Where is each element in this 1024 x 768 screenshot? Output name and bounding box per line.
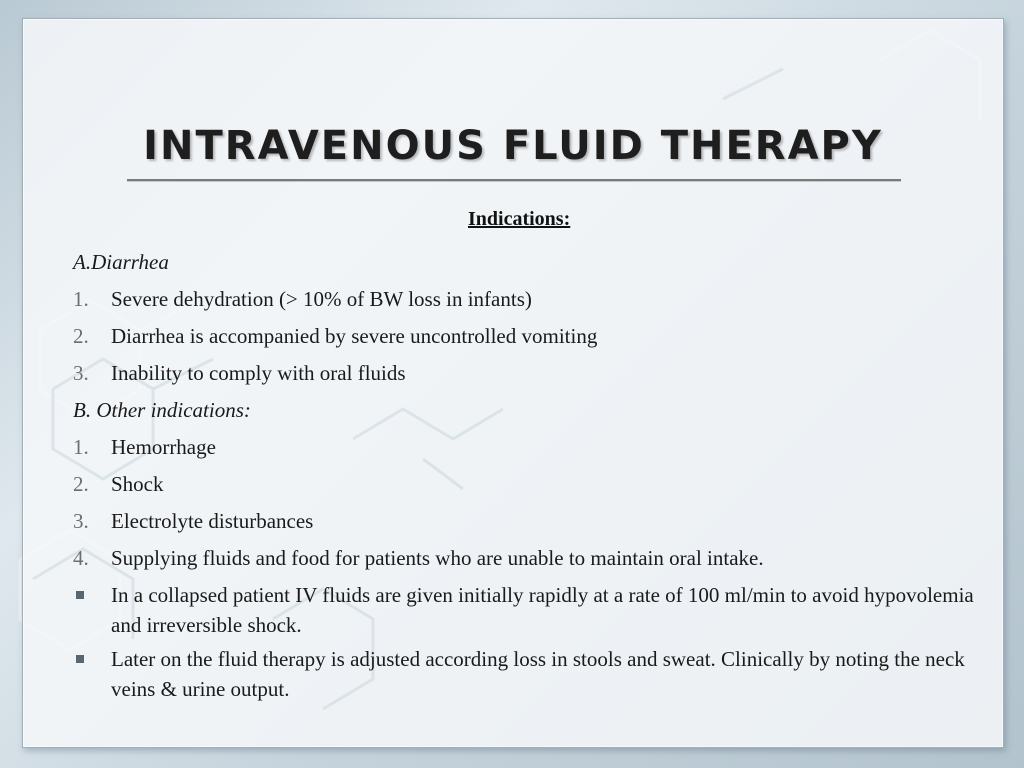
list-number: 1. [73,287,89,311]
indications-heading: Indications: [468,208,571,230]
slide-title: INTRAVENOUS FLUID THERAPY [143,123,883,169]
list-item-text: Shock [111,472,164,496]
list-number: 4. [73,546,89,570]
list-number: 2. [73,324,89,348]
title-divider [127,179,901,181]
list-item-text: Hemorrhage [111,435,216,459]
section-heading-diarrhea: A.Diarrhea [73,250,169,274]
bullet-item [73,644,1003,704]
list-item-text: Severe dehydration (> 10% of BW loss in infants) [111,287,532,311]
list-item [73,429,1003,466]
list-item-text: Diarrhea is accompanied by severe uncontrolled vomiting [111,324,598,348]
slide-panel [22,18,1004,748]
section-heading-other-indications: B. Other indications: [73,398,251,422]
list-item [73,281,1003,318]
list-item-text: Inability to comply with oral fluids [111,361,406,385]
list-item [73,355,1003,392]
list-number: 2. [73,472,89,496]
list-number: 1. [73,435,89,459]
list-item-text: Electrolyte disturbances [111,509,314,533]
square-bullet-icon [76,655,84,663]
bullet-text: In a collapsed patient IV fluids are given initially rapidly at a rate of 100 ml/min to avoid hypovolemia and irreversible shock. [111,583,974,637]
bullet-text: Later on the fluid therapy is adjusted according loss in stools and sweat. Clinically by noting the neck veins & urine output. [111,647,965,701]
list-item [73,466,1003,503]
list-item [73,540,1003,577]
slide-content [73,244,1003,708]
list-number: 3. [73,361,89,385]
bullet-item [73,580,1003,640]
square-bullet-icon [76,591,84,599]
list-item [73,318,1003,355]
list-item [73,503,1003,540]
list-item-text: Supplying fluids and food for patients who are unable to maintain oral intake. [111,546,764,570]
list-number: 3. [73,509,89,533]
